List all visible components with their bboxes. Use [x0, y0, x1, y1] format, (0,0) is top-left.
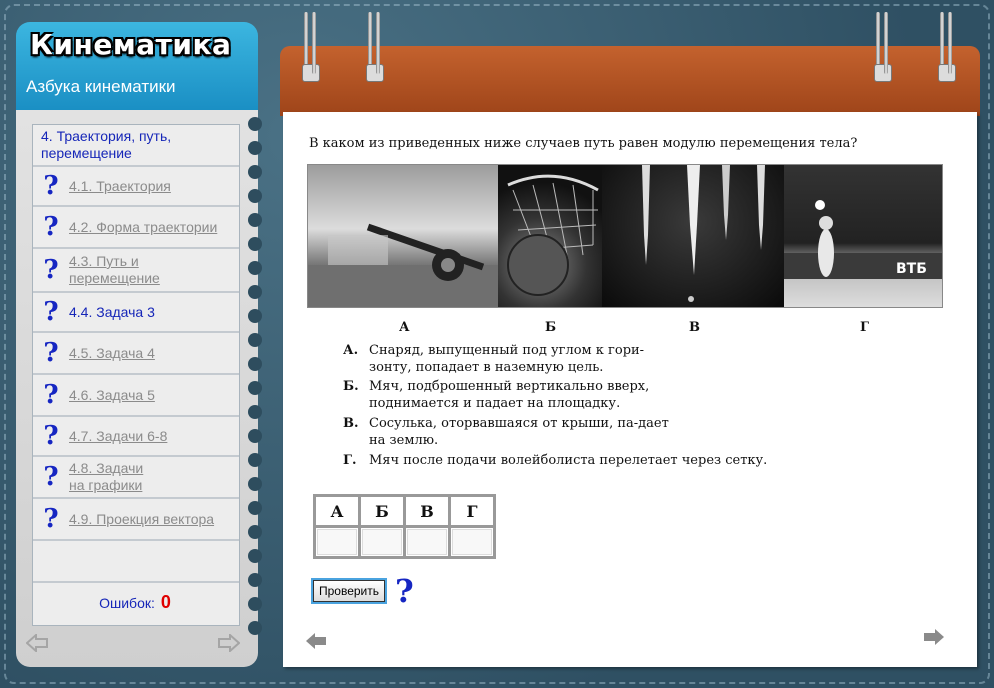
binder-hole	[248, 141, 262, 155]
lesson-menu	[32, 124, 240, 626]
binder-hole	[248, 165, 262, 179]
menu-item-tasks-6-8[interactable]	[33, 417, 239, 457]
errors-count: 0	[160, 592, 171, 612]
sidebar-header	[16, 22, 258, 110]
help-question-icon[interactable]: ?	[395, 572, 414, 610]
binder-hole	[248, 429, 262, 443]
binder-hole	[248, 453, 262, 467]
binder-hole	[248, 333, 262, 347]
photo-label-a: А	[399, 320, 410, 335]
menu-item-label: 4.2. Форма траектории	[69, 218, 218, 235]
photo-labels	[307, 320, 941, 336]
binder-hole	[248, 237, 262, 251]
statement-key: Г.	[343, 453, 357, 468]
menu-item-label: 4.4. Задача 3	[69, 303, 155, 320]
menu-item-label: 4.7. Задачи 6-8	[69, 427, 168, 444]
errors-counter	[32, 592, 238, 613]
notebook	[280, 46, 980, 670]
binder-hole	[248, 477, 262, 491]
binder-hole	[248, 189, 262, 203]
answer-input-v[interactable]	[407, 529, 447, 555]
binder-ring	[876, 12, 888, 84]
question-icon: ?	[43, 212, 59, 242]
photo-icicles	[602, 165, 784, 307]
photo-label-b: Б	[545, 320, 557, 335]
binder-ring	[304, 12, 316, 84]
binder-ring	[940, 12, 952, 84]
question-icon: ?	[43, 297, 59, 327]
check-button[interactable]: Проверить	[313, 580, 385, 602]
section-title-label: 4. Траектория, путь, перемещение	[41, 128, 172, 161]
arrow-left-icon[interactable]	[26, 634, 48, 652]
question-icon: ?	[43, 504, 59, 534]
sponsor-sign: ВТБ	[896, 261, 927, 277]
binder-hole	[248, 621, 262, 635]
question-icon: ?	[43, 338, 59, 368]
menu-section-title	[33, 125, 239, 167]
menu-item-task-3[interactable]	[33, 293, 239, 333]
menu-item-vector-projection[interactable]	[33, 499, 239, 541]
answer-input-b[interactable]	[362, 529, 402, 555]
sidebar	[16, 22, 258, 667]
statement-key: В.	[343, 416, 359, 431]
binder-hole	[248, 405, 262, 419]
question-text: В каком из приведенных ниже случаев путь равен модулю перемещения тела?	[309, 136, 858, 151]
menu-item-label: 4.6. Задача 5	[69, 386, 155, 403]
photo-label-v: В	[689, 320, 700, 335]
binder-hole	[248, 381, 262, 395]
binder-hole	[248, 501, 262, 515]
binder-hole	[248, 597, 262, 611]
statement-text: Снаряд, выпущенный под углом к гори-зонту, попадает в наземную цель.	[369, 343, 645, 375]
app-title: Кинематика	[30, 28, 232, 61]
binder-hole	[248, 525, 262, 539]
statement-key: А.	[343, 343, 359, 358]
errors-label: Ошибок:	[99, 595, 155, 611]
binder-hole	[248, 309, 262, 323]
question-icon: ?	[43, 171, 59, 201]
menu-item-graph-tasks[interactable]	[33, 457, 239, 499]
menu-item-label: 4.1. Траектория	[69, 177, 171, 194]
menu-item-label: 4.3. Путь и перемещение	[69, 253, 160, 286]
binder-holes	[248, 117, 262, 657]
answer-header-b: Б	[360, 496, 405, 527]
arrow-left-icon[interactable]	[305, 632, 327, 650]
app-subtitle: Азбука кинематики	[26, 77, 176, 96]
question-icon: ?	[43, 255, 59, 285]
menu-item-trajectory[interactable]	[33, 167, 239, 207]
photo-label-g: Г	[860, 320, 869, 335]
binder-hole	[248, 357, 262, 371]
menu-item-label: 4.9. Проекция вектора	[69, 510, 215, 527]
task-page	[283, 112, 977, 667]
menu-empty-row	[33, 541, 239, 583]
binder-hole	[248, 285, 262, 299]
menu-item-task-5[interactable]	[33, 375, 239, 417]
photo-volleyball	[784, 165, 942, 307]
answer-header-a: А	[315, 496, 360, 527]
menu-item-label: 4.5. Задача 4	[69, 344, 155, 361]
answer-header-v: В	[405, 496, 450, 527]
menu-item-path-displacement[interactable]	[33, 249, 239, 293]
answer-table	[313, 494, 496, 559]
photo-strip	[307, 164, 943, 308]
menu-item-label: 4.8. Задачи на графики	[69, 460, 144, 493]
binder-ring	[368, 12, 380, 84]
arrow-right-icon[interactable]	[218, 634, 240, 652]
statement-key: Б.	[343, 379, 359, 394]
statement-text: Мяч после подачи волейболиста перелетает через сетку.	[369, 453, 768, 468]
photo-basketball	[498, 165, 602, 307]
answer-input-a[interactable]	[317, 529, 357, 555]
menu-item-task-4[interactable]	[33, 333, 239, 375]
photo-cannon	[308, 165, 498, 307]
menu-item-trajectory-shape[interactable]	[33, 207, 239, 249]
binder-hole	[248, 549, 262, 563]
question-icon: ?	[43, 421, 59, 451]
statement-text: Сосулька, оторвавшаяся от крыши, па-дает на землю.	[369, 416, 669, 448]
question-icon: ?	[43, 462, 59, 492]
binder-hole	[248, 117, 262, 131]
binder-hole	[248, 213, 262, 227]
binder-hole	[248, 573, 262, 587]
statement-text: Мяч, подброшенный вертикально вверх, поднимается и падает на площадку.	[369, 379, 650, 411]
answer-input-g[interactable]	[452, 529, 492, 555]
binder-hole	[248, 261, 262, 275]
answer-header-g: Г	[450, 496, 495, 527]
arrow-right-icon[interactable]	[923, 628, 945, 646]
question-icon: ?	[43, 380, 59, 410]
